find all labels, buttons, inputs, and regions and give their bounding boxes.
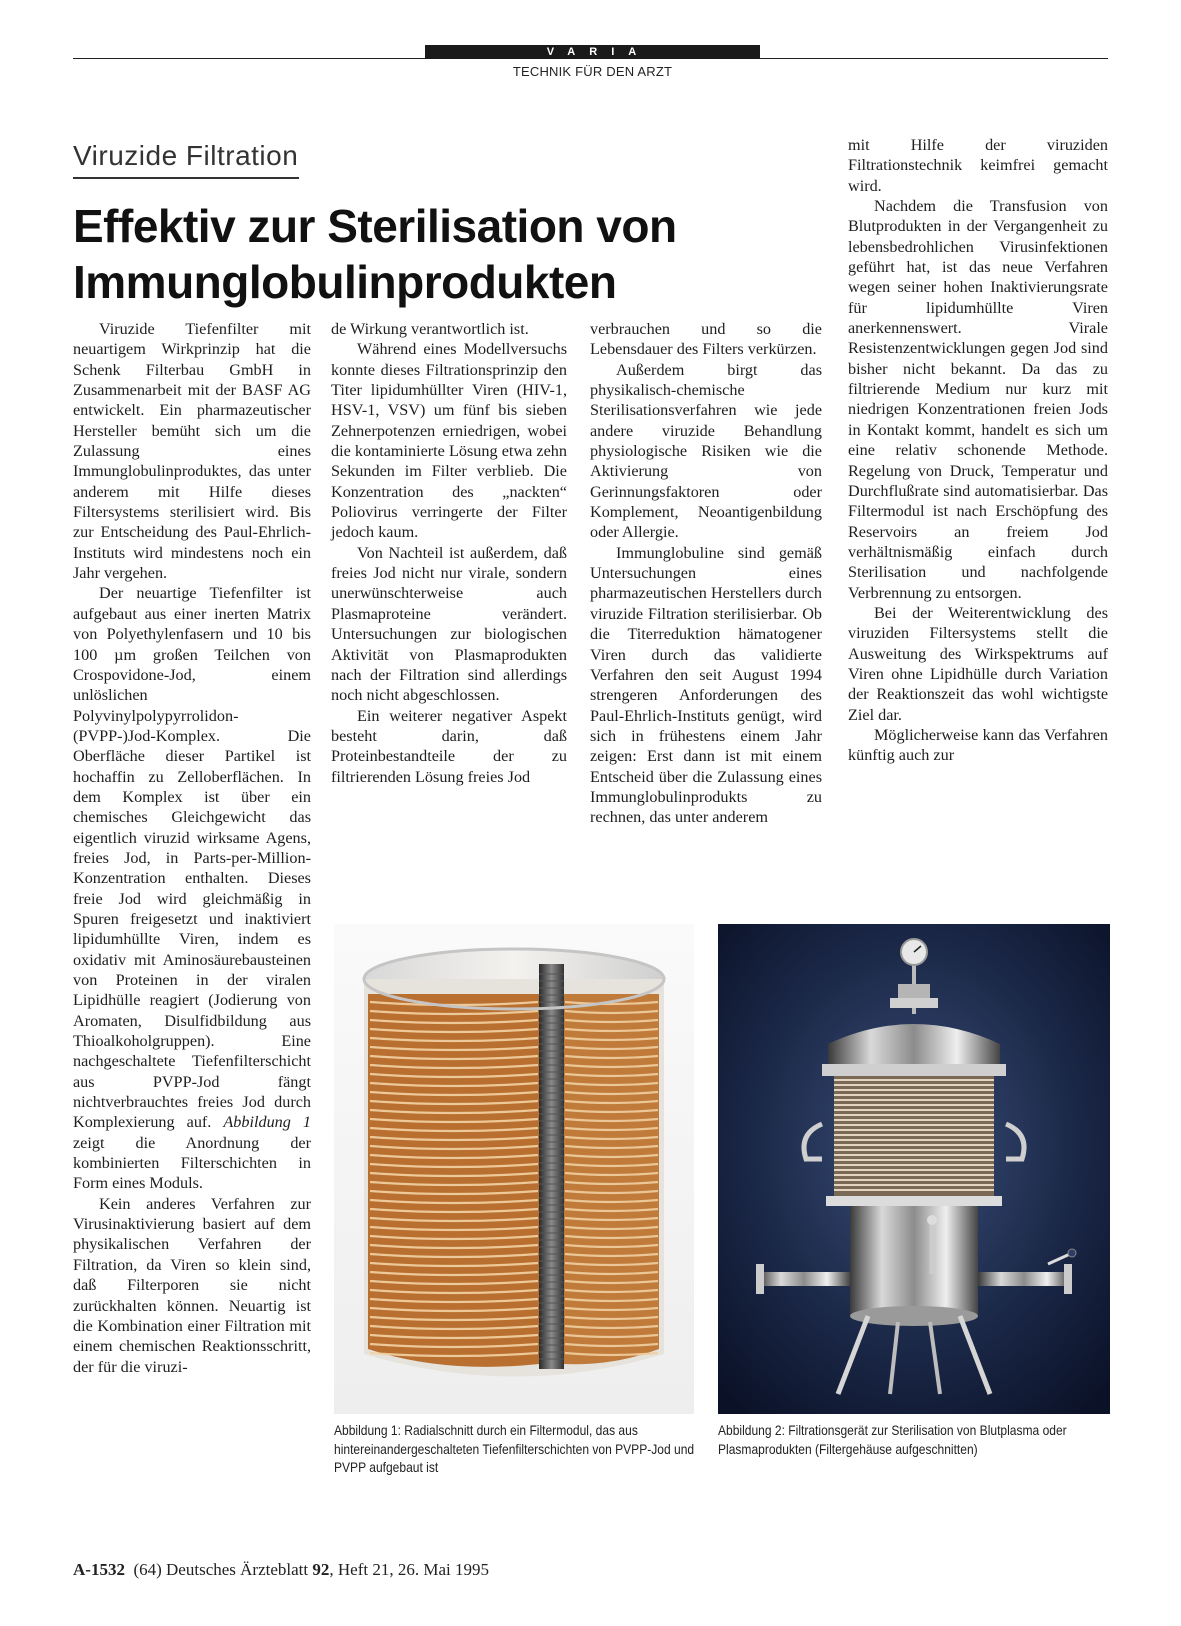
article-headline: Effektiv zur Sterilisation von Immunglobulinprodukten — [73, 200, 677, 308]
text-column-2 — [331, 319, 567, 787]
figure-1-caption: Abbildung 1: Radialschnitt durch ein Filtermodul, das aus hintereinandergeschalteten Tiefenfilterschichten von PVPP-Jod und PVPP aufgebaut ist — [334, 1422, 695, 1475]
paragraph: Viruzide Tiefenfilter mit neuartigem Wirkprinzip hat die Schenk Filterbau GmbH in Zusammenarbeit mit der BASF AG entwickelt. Ein pharmazeutischer Hersteller bemüht sich um die Zulassung eines Immunglobulinproduktes, das unter anderem mit Hilfe dieses Filtersystems sterilisiert wird. Bis zur Entscheidung des Paul-Ehrlich-Instituts wird mindestens noch ein Jahr vergehen. — [73, 320, 311, 583]
section-bar-cap — [756, 45, 760, 59]
paragraph: Möglicherweise kann das Verfahren künftig auch zur — [848, 725, 1108, 765]
paragraph: verbrauchen und so die Lebensdauer des Filters verkürzen. — [590, 320, 822, 359]
text-column-1 — [73, 319, 311, 1377]
page-number: (64) — [133, 1560, 162, 1579]
paragraph-text: Der neuartige Tiefenfilter ist aufgebaut aus einer inerten Matrix von Polyethylenfasern und 10 bis 100 µm großen Teilchen von Crospovidone-Jod, einem unlöslichen Polyvinylpolypyrrolidon-(PVPP-)Jod-Komplex. Die Oberfläche dieser Partikel ist hochaffin zu Zelloberflächen. In dem Komplex ist über ein chemisches Gleichgewicht das eigentlich viruzid wirksame Agens, freies Jod, in Parts-per-Million-Konzentration enthalten. Dieses freie Jod wird gleichmäßig in Spuren freigesetzt und inaktiviert lipidumhüllte Viren, indem es oxidativ mit Aminosäurebausteinen von Proteinen in der viralen Lipidhülle reagiert (Jodierung von Aromaten, Disulfidbildung aus Thioalkoholgruppen). Eine nachgeschaltete Tiefenfilterschicht aus PVPP-Jod fängt nichtverbrauchtes freies Jod durch Komplexierung auf. — [73, 584, 311, 1132]
section-label: VARIA — [425, 45, 758, 59]
page-footer — [73, 1560, 489, 1580]
journal-name: Deutsches Ärzteblatt — [166, 1560, 309, 1579]
issue-date: , Heft 21, 26. Mai 1995 — [329, 1560, 489, 1579]
article-kicker: Viruzide Filtration — [73, 140, 299, 171]
page-reference: A-1532 — [73, 1560, 125, 1579]
paragraph: mit Hilfe der viruziden Filtrationstechnik keimfrei gemacht wird. — [848, 136, 1108, 195]
figure-reference: Abbildung 1 — [223, 1113, 311, 1132]
kicker-underline — [73, 177, 299, 179]
figure-2-filtration-device-photo — [718, 924, 1110, 1414]
figure-1-filter-module-photo — [334, 924, 694, 1414]
paragraph: Kein anderes Verfahren zur Virusinaktivierung basiert auf dem physikalischen Verfahren der Filtration, da Viren so klein sind, daß Filterporen sie nicht zurückhalten können. Neuartig ist die Kombination einer Filtration mit einem chemischen Reaktionsschritt, der für die viruzi- — [73, 1194, 311, 1376]
figure-2-caption: Abbildung 2: Filtrationsgerät zur Sterilisation von Blutplasma oder Plasmaprodukten (Filtergehäuse aufgeschnitten) — [718, 1422, 1067, 1457]
paragraph-text: zeigt die Anordnung der kombinierten Filterschichten in Form eines Moduls. — [73, 1133, 311, 1193]
paragraph — [73, 583, 311, 1193]
subsection-label: TECHNIK FÜR DEN ARZT — [512, 64, 673, 79]
paragraph: Bei der Weiterentwicklung des viruziden Filtersystems stellt die Ausweitung des Wirkspektrums auf Viren ohne Lipidhülle durch Variation der Reaktionszeit das wohl wichtigste Ziel dar. — [848, 603, 1108, 724]
paragraph: Während eines Modellversuchs konnte dieses Filtrationsprinzip den Titer lipidumhüllter Viren (HIV-1, HSV-1, VSV) um fünf bis sieben Zehnerpotenzen erniedrigen, wobei die kontaminierte Lösung etwa zehn Sekunden im Filter verblieb. Die Konzentration des „nackten“ Poliovirus verringerte der Filter jedoch kaum. — [331, 340, 567, 542]
paragraph: Nachdem die Transfusion von Blutprodukten in der Vergangenheit zu lebensbedrohlichen Virusinfektionen geführt hat, ist das neue Verfahren wegen seiner hohen Inaktivierungsrate für lipidumhüllte Viren anerkennenswert. Virale Resistenzentwicklungen gegen Jod sind bisher nicht bekannt. Da das zu filtrierende Medium nur kurz mit niedrigen Konzentrationen freien Jods in Kontakt kommt, handelt es sich um eine relativ schonende Methode. Regelung von Druck, Temperatur und Durchflußrate sind automatisierbar. Das Filtermodul ist nach Erschöpfung des Reservoirs an freiem Jod verhältnismäßig einfach durch Sterilisation und nachfolgende Verbrennung zu entsorgen. — [848, 197, 1108, 602]
text-column-4 — [848, 135, 1108, 766]
paragraph: Immunglobuline sind gemäß Untersuchungen eines pharmazeutischen Herstellers durch viruzide Filtration sterilisierbar. Ob die Titerreduktion hämatogener Viren durch das validierte Verfahren den seit August 1994 strengeren Anforderungen des Paul-Ehrlich-Instituts genügt, wird sich in frühestens einem Jahr zeigen: Erst dann ist mit einem Entscheid über die Zulassung eines Immunglobulinprodukts zu rechnen, das unter anderem — [590, 543, 822, 827]
paragraph: Von Nachteil ist außerdem, daß freies Jod nicht nur virale, sondern unerwünschterweise auch Plasmaproteine verändert. Untersuchungen zur biologischen Aktivität von Plasmaprodukten nach der Filtration sind allerdings noch nicht abgeschlossen. — [331, 543, 567, 705]
paragraph: Außerdem birgt das physikalisch-chemische Sterilisationsverfahren wie jede andere viruzide Behandlung physiologische Risiken wie die Aktivierung von Gerinnungsfaktoren oder Komplement, Neoantigenbildung oder Allergie. — [590, 360, 822, 542]
text-column-3 — [590, 319, 822, 828]
volume-number: 92 — [312, 1560, 330, 1579]
paragraph: Ein weiterer negativer Aspekt besteht darin, daß Proteinbestandteile der zu filtrierenden Lösung freies Jod — [331, 706, 567, 786]
paragraph: de Wirkung verantwortlich ist. — [331, 320, 529, 338]
